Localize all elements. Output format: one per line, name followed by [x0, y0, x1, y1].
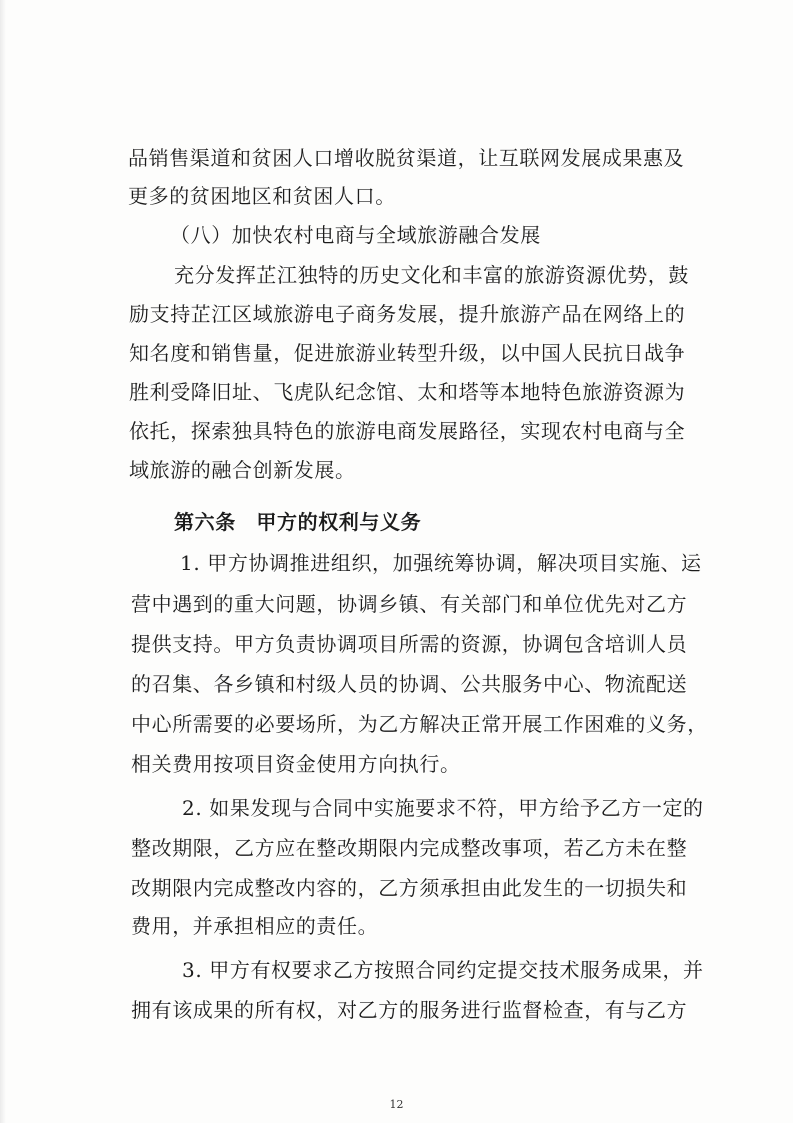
text-line: 相关费用按项目资金使用方向执行。	[131, 752, 461, 776]
text-line: 充分发挥芷江独特的历史文化和丰富的旅游资源优势，鼓	[174, 263, 689, 287]
text-line: 依托，探索独具特色的旅游电商发展路径，实现农村电商与全	[129, 419, 686, 443]
text-line: 3. 甲方有权要求乙方按照合同约定提交技术服务成果，并	[182, 958, 704, 982]
text-line: 更多的贫困地区和贫困人口。	[128, 184, 396, 208]
text-line: 整改期限，乙方应在整改期限内完成整改事项，若乙方未在整	[131, 836, 688, 860]
text-line: 知名度和销售量，促进旅游业转型升级，以中国人民抗日战争	[129, 341, 686, 365]
text-line: 提供支持。甲方负责协调项目所需的资源，协调包含培训人员	[131, 632, 688, 656]
text-line: 2. 如果发现与合同中实施要求不符，甲方给予乙方一定的	[182, 796, 704, 820]
text-line: 费用，并承担相应的责任。	[131, 914, 379, 938]
text-line: 品销售渠道和贫困人口增收脱贫渠道，让互联网发展成果惠及	[128, 146, 685, 170]
text-line: 1. 甲方协调推进组织，加强统筹协调，解决项目实施、运	[180, 551, 702, 575]
text-line: 胜利受降旧址、飞虎队纪念馆、太和塔等本地特色旅游资源为	[129, 380, 686, 404]
page-number: 12	[389, 1098, 404, 1111]
text-line: 拥有该成果的所有权，对乙方的服务进行监督检查，有与乙方	[131, 998, 688, 1022]
scan-edge	[0, 0, 6, 1123]
text-line: 域旅游的融合创新发展。	[129, 458, 356, 482]
text-line: 营中遇到的重大问题，协调乡镇、有关部门和单位优先对乙方	[131, 592, 688, 616]
text-line: （八）加快农村电商与全域旅游融合发展	[170, 223, 541, 247]
text-line: 励支持芷江区域旅游电子商务发展，提升旅游产品在网络上的	[129, 302, 686, 326]
section-heading: 第六条 甲方的权利与义务	[174, 510, 422, 534]
text-line: 中心所需要的必要场所，为乙方解决正常开展工作困难的义务，	[131, 712, 708, 736]
text-line: 的召集、各乡镇和村级人员的协调、公共服务中心、物流配送	[131, 672, 688, 696]
text-line: 改期限内完成整改内容的，乙方须承担由此发生的一切损失和	[131, 876, 688, 900]
